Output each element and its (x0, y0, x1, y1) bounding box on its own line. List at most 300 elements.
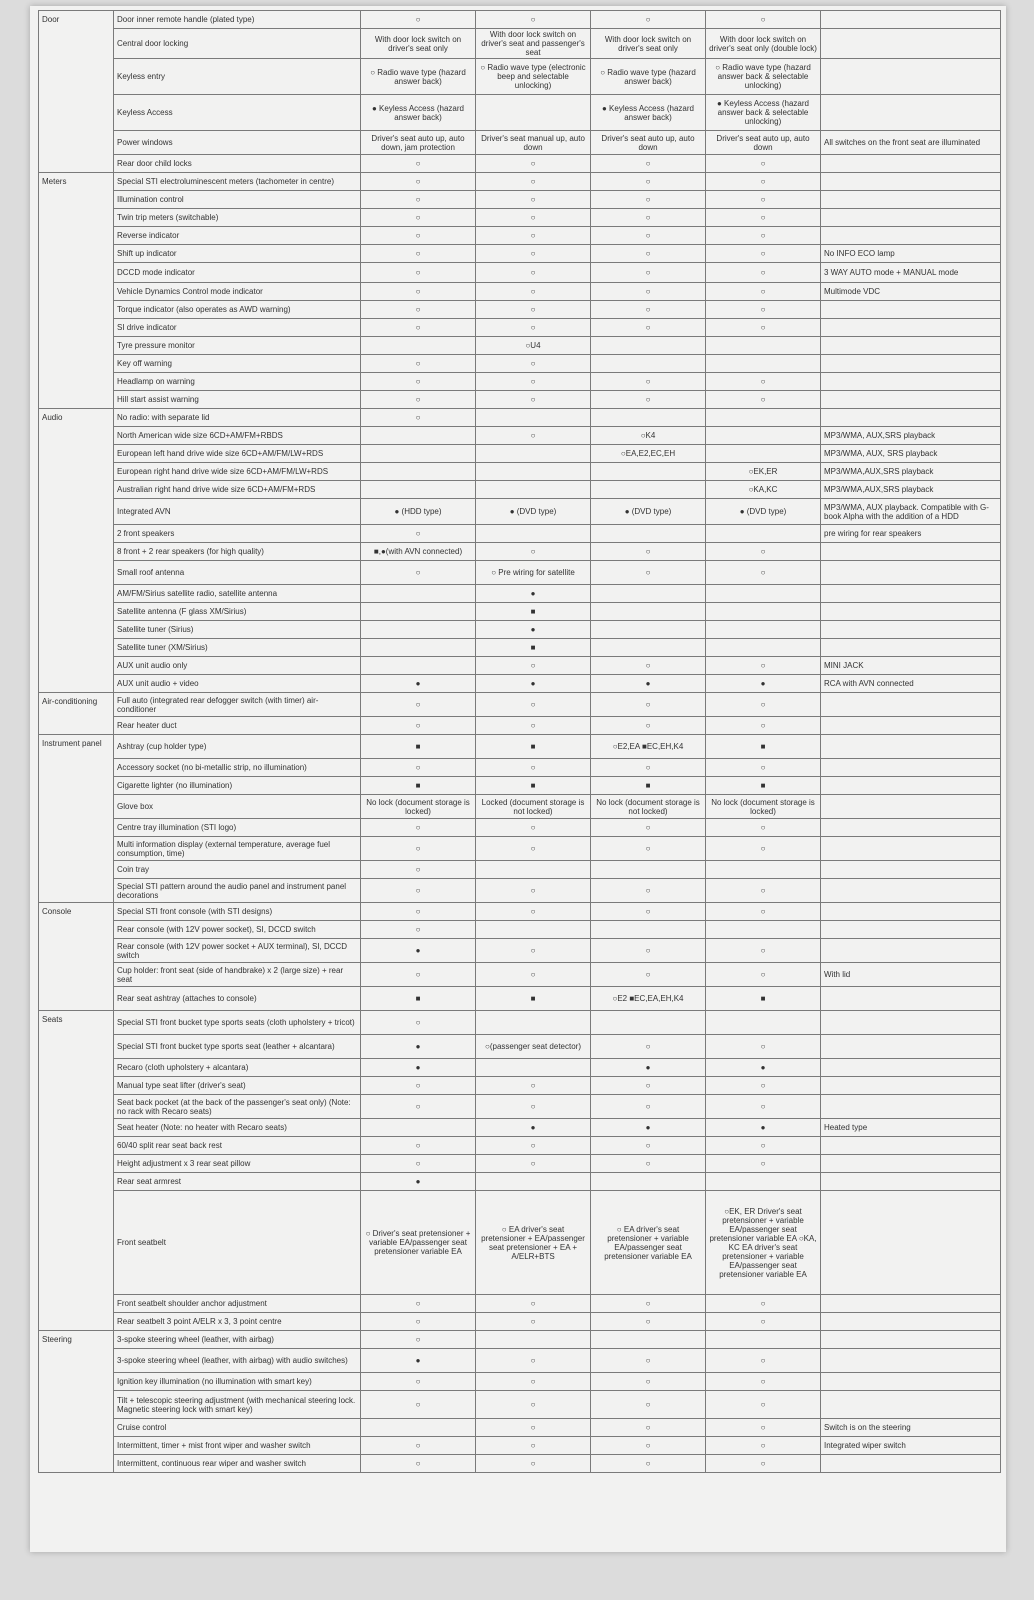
note-cell (821, 585, 1001, 603)
feature-cell: DCCD mode indicator (114, 263, 361, 283)
value-cell (706, 603, 821, 621)
note-cell: MINI JACK (821, 657, 1001, 675)
value-cell (706, 1011, 821, 1035)
value-cell: ○ (476, 173, 591, 191)
value-cell: ○ (591, 191, 706, 209)
value-cell: ○ (361, 693, 476, 717)
note-cell (821, 95, 1001, 131)
value-cell: ○ (361, 759, 476, 777)
value-cell: ● Keyless Access (hazard answer back) (361, 95, 476, 131)
note-cell: MP3/WMA, AUX, SRS playback (821, 445, 1001, 463)
value-cell: ● (361, 675, 476, 693)
table-row (39, 245, 1001, 263)
value-cell: ○ (476, 427, 591, 445)
note-cell (821, 409, 1001, 427)
value-cell: ○ (361, 227, 476, 245)
note-cell (821, 735, 1001, 759)
value-cell: ○ (591, 1035, 706, 1059)
feature-cell: Twin trip meters (switchable) (114, 209, 361, 227)
value-cell: ○ (706, 191, 821, 209)
value-cell (706, 861, 821, 879)
value-cell: ○ (591, 657, 706, 675)
note-cell: With lid (821, 963, 1001, 987)
note-cell (821, 795, 1001, 819)
note-cell (821, 1059, 1001, 1077)
value-cell (706, 337, 821, 355)
value-cell: ● (DVD type) (591, 499, 706, 525)
feature-cell: Keyless entry (114, 59, 361, 95)
value-cell: ○ (476, 879, 591, 903)
value-cell: ○ (361, 283, 476, 301)
table-row (39, 735, 1001, 759)
value-cell: ○ (476, 373, 591, 391)
feature-cell: Power windows (114, 131, 361, 155)
value-cell: ○ (706, 759, 821, 777)
note-cell (821, 921, 1001, 939)
value-cell: ○ (361, 391, 476, 409)
table-row (39, 263, 1001, 283)
value-cell: ■ (591, 777, 706, 795)
note-cell: MP3/WMA,AUX,SRS playback (821, 463, 1001, 481)
table-row (39, 819, 1001, 837)
table-row (39, 861, 1001, 879)
table-row (39, 209, 1001, 227)
note-cell (821, 209, 1001, 227)
value-cell (476, 463, 591, 481)
value-cell: ● Keyless Access (hazard answer back) (591, 95, 706, 131)
category-cell: Seats (39, 1011, 114, 1331)
value-cell (591, 921, 706, 939)
feature-cell: Special STI front bucket type sports seat (leather + alcantara) (114, 1035, 361, 1059)
feature-cell: 8 front + 2 rear speakers (for high quality) (114, 543, 361, 561)
value-cell: ○ (476, 543, 591, 561)
value-cell: ○ (706, 245, 821, 263)
table-row (39, 301, 1001, 319)
feature-cell: SI drive indicator (114, 319, 361, 337)
value-cell: ● (361, 1059, 476, 1077)
table-row (39, 1313, 1001, 1331)
feature-cell: Central door locking (114, 29, 361, 59)
note-cell (821, 59, 1001, 95)
note-cell (821, 819, 1001, 837)
value-cell (706, 921, 821, 939)
note-cell: pre wiring for rear speakers (821, 525, 1001, 543)
note-cell (821, 1313, 1001, 1331)
value-cell: With door lock switch on driver's seat only (361, 29, 476, 59)
value-cell: ○ (706, 1349, 821, 1373)
note-cell (821, 391, 1001, 409)
note-cell (821, 1349, 1001, 1373)
table-row (39, 173, 1001, 191)
feature-cell: Cup holder: front seat (side of handbrake) x 2 (large size) + rear seat (114, 963, 361, 987)
note-cell (821, 355, 1001, 373)
feature-cell: Multi information display (external temperature, average fuel consumption, time) (114, 837, 361, 861)
value-cell: ○ (361, 1155, 476, 1173)
value-cell: Driver's seat manual up, auto down (476, 131, 591, 155)
note-cell (821, 1137, 1001, 1155)
value-cell: ○ (476, 1437, 591, 1455)
value-cell: ○ (361, 1391, 476, 1419)
feature-cell: Special STI front bucket type sports seats (cloth upholstery + tricot) (114, 1011, 361, 1035)
value-cell: ○ (591, 263, 706, 283)
value-cell (591, 1011, 706, 1035)
value-cell (591, 337, 706, 355)
value-cell: ○ (591, 963, 706, 987)
value-cell: ○ (361, 1331, 476, 1349)
category-cell: Audio (39, 409, 114, 693)
feature-cell: Special STI front console (with STI designs) (114, 903, 361, 921)
value-cell: ○ (361, 921, 476, 939)
feature-cell: Cruise control (114, 1419, 361, 1437)
table-row (39, 1137, 1001, 1155)
table-row (39, 319, 1001, 337)
value-cell (591, 409, 706, 427)
value-cell: ○ (361, 1455, 476, 1473)
value-cell: ○ (706, 879, 821, 903)
note-cell (821, 1095, 1001, 1119)
value-cell (476, 525, 591, 543)
feature-cell: Coin tray (114, 861, 361, 879)
note-cell (821, 227, 1001, 245)
table-row (39, 373, 1001, 391)
note-cell (821, 373, 1001, 391)
note-cell (821, 561, 1001, 585)
value-cell: ○ Radio wave type (hazard answer back) (591, 59, 706, 95)
feature-cell: Tilt + telescopic steering adjustment (with mechanical steering lock. Magnetic steering lock with smart key) (114, 1391, 361, 1419)
value-cell: ○ (706, 1313, 821, 1331)
value-cell: ○ (706, 11, 821, 29)
table-row (39, 1455, 1001, 1473)
table-row (39, 939, 1001, 963)
value-cell: ○ (591, 543, 706, 561)
value-cell (476, 445, 591, 463)
value-cell: ○ (706, 1455, 821, 1473)
value-cell: ○ (476, 1095, 591, 1119)
value-cell: ○ (591, 173, 706, 191)
feature-cell: Intermittent, continuous rear wiper and washer switch (114, 1455, 361, 1473)
value-cell (591, 525, 706, 543)
value-cell: No lock (document storage is not locked) (591, 795, 706, 819)
value-cell: ● (DVD type) (476, 499, 591, 525)
value-cell (706, 585, 821, 603)
value-cell: ■ (476, 603, 591, 621)
feature-cell: Special STI electroluminescent meters (tachometer in centre) (114, 173, 361, 191)
table-row (39, 355, 1001, 373)
value-cell: No lock (document storage is locked) (706, 795, 821, 819)
value-cell: Locked (document storage is not locked) (476, 795, 591, 819)
note-cell (821, 903, 1001, 921)
note-cell (821, 319, 1001, 337)
table-row (39, 1077, 1001, 1095)
feature-cell: Torque indicator (also operates as AWD warning) (114, 301, 361, 319)
note-cell: MP3/WMA, AUX,SRS playback (821, 427, 1001, 445)
feature-cell: Manual type seat lifter (driver's seat) (114, 1077, 361, 1095)
value-cell: ○ (591, 837, 706, 861)
value-cell (361, 445, 476, 463)
value-cell: ○ (591, 1349, 706, 1373)
feature-cell: AM/FM/Sirius satellite radio, satellite antenna (114, 585, 361, 603)
note-cell (821, 879, 1001, 903)
value-cell: ○ (361, 409, 476, 427)
note-cell (821, 1011, 1001, 1035)
value-cell (706, 409, 821, 427)
table-row (39, 1419, 1001, 1437)
note-cell: MP3/WMA, AUX playback. Compatible with G-book Alpha with the addition of a HDD (821, 499, 1001, 525)
note-cell (821, 861, 1001, 879)
value-cell: ● (HDD type) (361, 499, 476, 525)
table-row (39, 963, 1001, 987)
value-cell: ■ (476, 735, 591, 759)
feature-cell: Satellite antenna (F glass XM/Sirius) (114, 603, 361, 621)
value-cell: ○ (706, 1437, 821, 1455)
value-cell: ○ (706, 263, 821, 283)
table-row (39, 1391, 1001, 1419)
table-row (39, 1173, 1001, 1191)
feature-cell: Satellite tuner (Sirius) (114, 621, 361, 639)
table-row (39, 585, 1001, 603)
feature-cell: Satellite tuner (XM/Sirius) (114, 639, 361, 657)
note-cell (821, 1155, 1001, 1173)
category-cell: Console (39, 903, 114, 1011)
value-cell: ○ (591, 1137, 706, 1155)
value-cell: ○ (361, 837, 476, 861)
value-cell: ○ (706, 819, 821, 837)
note-cell (821, 301, 1001, 319)
value-cell (361, 337, 476, 355)
value-cell: ○ (476, 717, 591, 735)
value-cell: ● (591, 1119, 706, 1137)
value-cell: ○ (706, 1419, 821, 1437)
feature-cell: Tyre pressure monitor (114, 337, 361, 355)
value-cell (476, 1173, 591, 1191)
value-cell: ○ (476, 1419, 591, 1437)
value-cell: ○ (361, 191, 476, 209)
table-row (39, 987, 1001, 1011)
value-cell: ○ (591, 1295, 706, 1313)
value-cell: ○ (476, 209, 591, 227)
value-cell: ○ (706, 1155, 821, 1173)
note-cell (821, 1331, 1001, 1349)
value-cell: ○ (591, 879, 706, 903)
value-cell: ○ (476, 245, 591, 263)
value-cell: ● (476, 1119, 591, 1137)
value-cell: ○ (361, 1137, 476, 1155)
feature-cell: 3-spoke steering wheel (leather, with airbag) with audio switches) (114, 1349, 361, 1373)
value-cell (591, 639, 706, 657)
value-cell: ○ (706, 1095, 821, 1119)
value-cell: ○ (591, 759, 706, 777)
table-row (39, 427, 1001, 445)
value-cell: Driver's seat auto up, auto down, jam protection (361, 131, 476, 155)
feature-cell: European right hand drive wide size 6CD+AM/FM/LW+RDS (114, 463, 361, 481)
value-cell (706, 1173, 821, 1191)
value-cell: ○ (476, 1077, 591, 1095)
note-cell (821, 1173, 1001, 1191)
table-row (39, 1119, 1001, 1137)
value-cell: ○ Pre wiring for satellite (476, 561, 591, 585)
note-cell: Multimode VDC (821, 283, 1001, 301)
value-cell: ■ (361, 987, 476, 1011)
value-cell: ○ (361, 173, 476, 191)
value-cell: ○ (361, 263, 476, 283)
category-cell: Meters (39, 173, 114, 409)
value-cell: ○ (476, 903, 591, 921)
note-cell (821, 543, 1001, 561)
value-cell (591, 355, 706, 373)
value-cell: Driver's seat auto up, auto down (706, 131, 821, 155)
value-cell: ○ (361, 355, 476, 373)
value-cell: ○ (476, 657, 591, 675)
value-cell: ○ (591, 903, 706, 921)
category-cell: Air-conditioning (39, 693, 114, 735)
table-row (39, 337, 1001, 355)
value-cell (361, 657, 476, 675)
table-row (39, 675, 1001, 693)
note-cell (821, 1391, 1001, 1419)
feature-cell: AUX unit audio only (114, 657, 361, 675)
value-cell: ○ (591, 209, 706, 227)
note-cell (821, 155, 1001, 173)
value-cell: ○ (476, 191, 591, 209)
note-cell (821, 1077, 1001, 1095)
value-cell: ○ (706, 837, 821, 861)
feature-cell: 3-spoke steering wheel (leather, with airbag) (114, 1331, 361, 1349)
feature-cell: Reverse indicator (114, 227, 361, 245)
feature-cell: Rear console (with 12V power socket), SI, DCCD switch (114, 921, 361, 939)
value-cell: ○ (476, 1295, 591, 1313)
value-cell: ○ (591, 1419, 706, 1437)
value-cell: ○ (591, 11, 706, 29)
note-cell: Switch is on the steering (821, 1419, 1001, 1437)
value-cell: ● (476, 621, 591, 639)
value-cell: ■ (706, 987, 821, 1011)
value-cell: With door lock switch on driver's seat only (591, 29, 706, 59)
value-cell: ○ (476, 263, 591, 283)
value-cell: ○ (591, 1155, 706, 1173)
table-row (39, 1331, 1001, 1349)
value-cell: ○ (591, 1391, 706, 1419)
feature-cell: Illumination control (114, 191, 361, 209)
value-cell: ○ (361, 525, 476, 543)
value-cell: ● (476, 675, 591, 693)
value-cell: ■ (706, 735, 821, 759)
table-row (39, 1373, 1001, 1391)
value-cell: With door lock switch on driver's seat and passenger's seat (476, 29, 591, 59)
feature-cell: Glove box (114, 795, 361, 819)
table-row (39, 227, 1001, 245)
feature-cell: Shift up indicator (114, 245, 361, 263)
table-row (39, 191, 1001, 209)
feature-cell: Rear seatbelt 3 point A/ELR x 3, 3 point centre (114, 1313, 361, 1331)
value-cell (476, 481, 591, 499)
value-cell: With door lock switch on driver's seat only (double lock) (706, 29, 821, 59)
value-cell: ○ (476, 227, 591, 245)
table-row (39, 1059, 1001, 1077)
value-cell: ○ (476, 1313, 591, 1331)
feature-cell: North American wide size 6CD+AM/FM+RBDS (114, 427, 361, 445)
value-cell: ○ (476, 283, 591, 301)
spec-sheet (30, 6, 1006, 1552)
feature-cell: Key off warning (114, 355, 361, 373)
table-row (39, 903, 1001, 921)
table-row (39, 1191, 1001, 1295)
value-cell: ○ (476, 319, 591, 337)
value-cell (591, 585, 706, 603)
value-cell: ○ (361, 963, 476, 987)
note-cell (821, 939, 1001, 963)
category-cell: Steering (39, 1331, 114, 1473)
feature-cell: Full auto (integrated rear defogger switch (with timer) air-conditioner (114, 693, 361, 717)
value-cell: ○ (476, 1349, 591, 1373)
value-cell (361, 1419, 476, 1437)
value-cell: ○ (476, 1137, 591, 1155)
value-cell: ○ (361, 1437, 476, 1455)
feature-cell: Vehicle Dynamics Control mode indicator (114, 283, 361, 301)
value-cell: ○ (706, 963, 821, 987)
table-row (39, 29, 1001, 59)
value-cell (706, 1331, 821, 1349)
value-cell: ○ (361, 561, 476, 585)
value-cell: ○ EA driver's seat pretensioner + variable EA/passenger seat pretensioner variable EA (591, 1191, 706, 1295)
note-cell (821, 1035, 1001, 1059)
value-cell (591, 621, 706, 639)
table-row (39, 561, 1001, 585)
table-row (39, 59, 1001, 95)
value-cell (706, 427, 821, 445)
value-cell: ○ (361, 861, 476, 879)
feature-cell: Centre tray illumination (STI logo) (114, 819, 361, 837)
value-cell: ○ (706, 1391, 821, 1419)
value-cell: ○ (706, 155, 821, 173)
value-cell: ○ (706, 227, 821, 245)
feature-cell: Hill start assist warning (114, 391, 361, 409)
value-cell: ○ (361, 319, 476, 337)
value-cell: ○ (706, 319, 821, 337)
category-cell: Instrument panel (39, 735, 114, 903)
value-cell: ○ (361, 903, 476, 921)
value-cell: ○ (706, 939, 821, 963)
table-row (39, 155, 1001, 173)
table-row (39, 759, 1001, 777)
note-cell: 3 WAY AUTO mode + MANUAL mode (821, 263, 1001, 283)
feature-cell: Rear door child locks (114, 155, 361, 173)
value-cell: ○ (591, 319, 706, 337)
note-cell (821, 29, 1001, 59)
value-cell: ○ (476, 939, 591, 963)
value-cell (476, 1059, 591, 1077)
table-row (39, 693, 1001, 717)
value-cell: ○ (591, 1313, 706, 1331)
value-cell: ● (361, 1173, 476, 1191)
value-cell: ○ (361, 819, 476, 837)
value-cell (591, 1331, 706, 1349)
value-cell: ○ (706, 1373, 821, 1391)
table-row (39, 543, 1001, 561)
note-cell: Heated type (821, 1119, 1001, 1137)
value-cell: ○ (706, 543, 821, 561)
value-cell: ○ (591, 245, 706, 263)
table-row (39, 621, 1001, 639)
table-row (39, 1095, 1001, 1119)
value-cell (591, 463, 706, 481)
value-cell: ● (706, 1119, 821, 1137)
table-row (39, 717, 1001, 735)
value-cell (361, 585, 476, 603)
value-cell: ○EK, ER Driver's seat pretensioner + variable EA/passenger seat pretensioner variable EA ○KA, KC EA driver's seat pretensioner + variable EA/passenger seat pretensioner variable EA (706, 1191, 821, 1295)
value-cell: ○ (361, 1313, 476, 1331)
value-cell: ○ (591, 1437, 706, 1455)
feature-cell: AUX unit audio + video (114, 675, 361, 693)
